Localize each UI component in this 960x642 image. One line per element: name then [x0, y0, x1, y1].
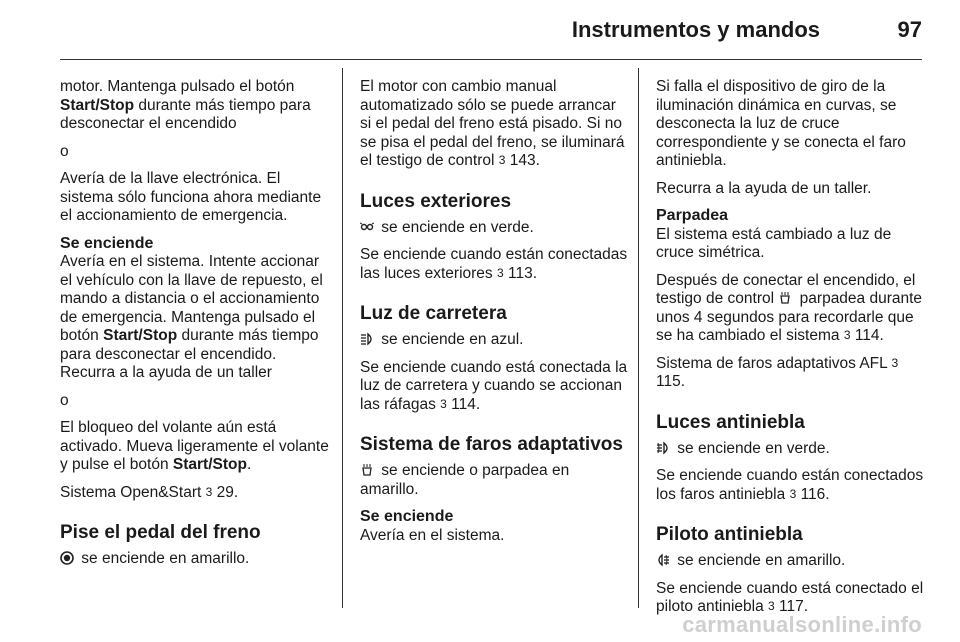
column-2 [360, 78, 628, 554]
paragraph: se enciende en verde. [360, 219, 628, 238]
paragraph: Si falla el dispositivo de giro de la iluminación dinámica en curvas, se desconecta la luz de cruce correspondiente y se conecta el faro antiniebla. [656, 78, 906, 169]
paragraph: Después de conectar el encendido, el testigo de control parpadea durante unos 4 segundos para recordarle que se ha cambiado el sistema 3 114. [656, 271, 923, 344]
paragraph: o [60, 142, 69, 160]
paragraph: o [60, 391, 69, 409]
heading-luz-carretera: Luz de carretera [360, 303, 507, 324]
paragraph: motor. Mantenga pulsado el botón Start/Stop durante más tiempo para desconectar el encendido [60, 78, 311, 132]
fog-lights-icon [656, 441, 670, 455]
paragraph: Avería en el sistema. [360, 526, 505, 544]
column-divider-2 [638, 68, 639, 608]
section-title: Instrumentos y mandos [571, 17, 820, 42]
paragraph: El motor con cambio manual automatizado sólo se puede arrancar si el pedal del freno está pisado. Si no se pisa el pedal del freno, se iluminará el testigo de control 3 143. [360, 78, 625, 169]
page-ref-arrow-icon: 3 [496, 265, 504, 280]
paragraph: se enciende en amarillo. [656, 552, 924, 571]
page-number: 97 [897, 17, 922, 42]
column-1 [60, 78, 330, 578]
heading-luces-antiniebla: Luces antiniebla [656, 411, 805, 433]
column-divider-1 [342, 68, 343, 608]
heading-luces-exteriores: Luces exteriores [360, 190, 512, 212]
page-ref-arrow-icon: 3 [768, 599, 775, 613]
heading-pise-pedal-freno: Pise el pedal del freno [60, 522, 261, 543]
page-ref-arrow-icon: 3 [891, 355, 899, 370]
paragraph: Se enciende cuando están conectadas las luces exteriores 3 113. [360, 246, 628, 282]
paragraph: se enciende en verde. [656, 440, 924, 459]
paragraph: Se enciende cuando está conectada la luz de carretera y cuando se accionan las ráfagas 3 114. [360, 358, 628, 413]
adaptive-headlights-icon [778, 291, 792, 305]
paragraph: Avería de la llave electrónica. El sistema sólo funciona ahora mediante el accionamiento de emergencia. [60, 170, 322, 224]
paragraph: Recurra a la ayuda de un taller. [656, 179, 872, 197]
subheading-se-enciende: Se enciende [60, 234, 154, 252]
page-ref-arrow-icon: 3 [843, 328, 851, 342]
watermark: carmanualsonline.info [682, 612, 922, 637]
heading-faros-adaptativos: Sistema de faros adaptativos [360, 434, 623, 455]
paragraph: Avería en el sistema. Intente accionar el vehículo con la llave de repuesto, el mando a distancia o el accionamiento de emergencia. Mantenga pulsado el botón Start/Stop durante más tiempo para desconectar el encendido. Recurra a la ayuda de un taller [60, 253, 323, 381]
page-ref-arrow-icon: 3 [205, 484, 213, 499]
paragraph: se enciende en amarillo. [60, 550, 330, 569]
high-beam-icon [360, 332, 374, 346]
rear-fog-light-icon [656, 553, 670, 567]
paragraph: se enciende en azul. [360, 331, 628, 350]
column-3 [656, 78, 924, 626]
subheading-parpadea: Parpadea [656, 207, 729, 224]
paragraph: Se enciende cuando está conectado el piloto antiniebla 3 117. [656, 579, 924, 615]
heading-piloto-antiniebla: Piloto antiniebla [656, 524, 803, 545]
paragraph: Se enciende cuando están conectados los faros antiniebla 3 116. [656, 467, 924, 503]
paragraph: El sistema está cambiado a luz de cruce simétrica. [656, 225, 892, 261]
paragraph: se enciende o parpadea en amarillo. [360, 462, 570, 498]
exterior-lights-icon [360, 220, 374, 234]
paragraph: Sistema Open&Start 3 29. [60, 483, 239, 501]
page-ref-arrow-icon: 3 [440, 396, 447, 411]
page-header [0, 0, 960, 60]
page-ref-arrow-icon: 3 [789, 486, 797, 501]
page-ref-arrow-icon: 3 [498, 153, 506, 167]
subheading-se-enciende: Se enciende [360, 508, 454, 525]
paragraph: El bloqueo del volante aún está activado. Mueva ligeramente el volante y pulse el botón Start/Stop. [60, 419, 329, 473]
header-rule [60, 59, 922, 60]
adaptive-headlights-icon [360, 463, 374, 477]
paragraph: Sistema de faros adaptativos AFL 3 115. [656, 354, 899, 390]
brake-pedal-icon [60, 551, 74, 565]
